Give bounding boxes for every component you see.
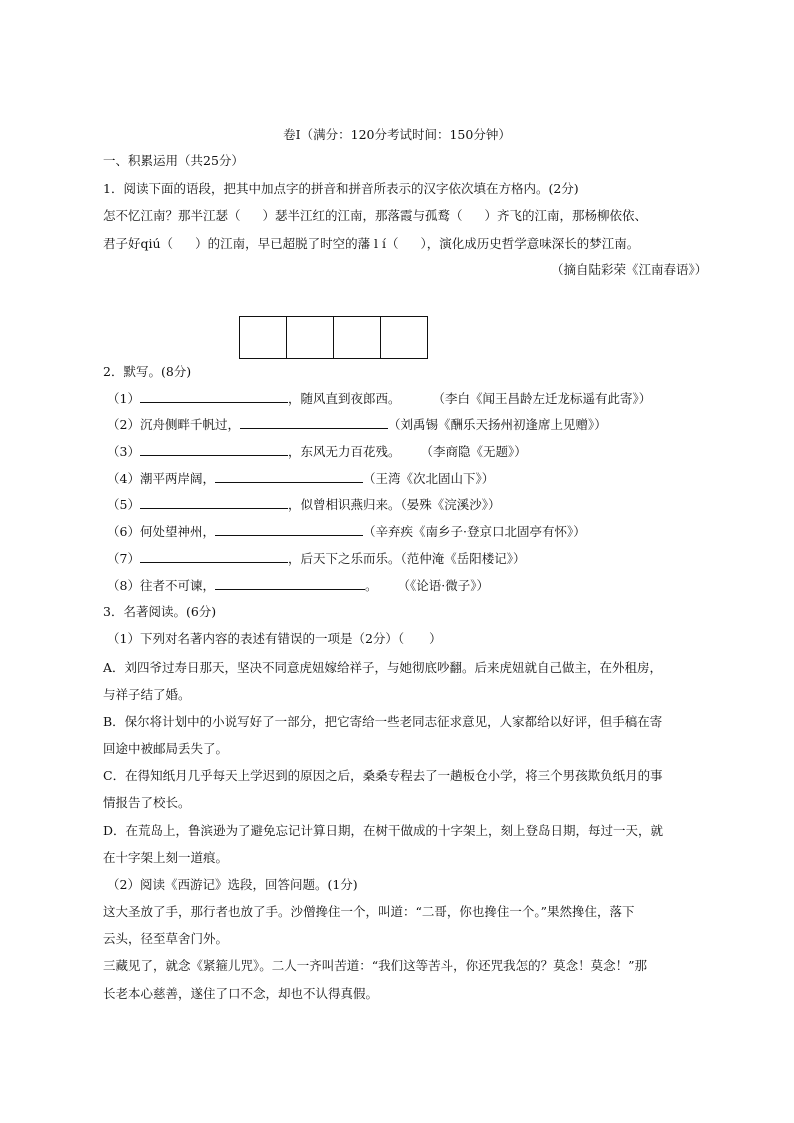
item-text: ，似曾相识燕归来。 [287,497,401,512]
item-number: （6） [107,524,140,539]
q2-item-7 [107,550,525,567]
item-source: （王湾《次北固山下》） [362,471,495,486]
item-text: ，后天下之乐而乐。 [287,551,401,566]
item-source: （《论语·微子》） [397,578,489,593]
fill-blank[interactable] [140,443,288,456]
exam-title: 卷Ⅰ（满分：120分考试时间：150分钟） [283,127,511,142]
item-number: （3） [107,444,140,459]
fill-blank[interactable] [140,390,288,403]
q2-item-6 [107,523,586,540]
item-source: （晏殊《浣溪沙》） [400,497,501,512]
q2-item-8 [107,577,489,594]
item-number: （2） [107,417,140,432]
passage-p1-line1: 这大圣放了手，那行者也放了手。沙僧搀住一个，叫道：“二哥，你也搀住一个。”果然搀住，落下 [103,904,635,919]
passage-p1-line2: 云头，径至草舍门外。 [103,931,229,946]
item-source: （李白《闻王昌龄左迁龙标遥有此寄》） [432,391,652,406]
q1-prompt: 1．阅读下面的语段，把其中加点字的拼音和拼音所表示的汉字依次填在方格内。(2分) [103,181,579,196]
q1-text: ）齐飞的江南，那杨柳依依、 [484,208,648,223]
passage-p2-line2: 长老本心慈善，遂住了口不念，却也不认得真假。 [103,986,379,1001]
item-text: ，东风无力百花残。 [287,444,401,459]
q2-item-1 [107,390,651,407]
q1-text: 君子好qiú（ [103,236,174,251]
option-d-line2: 在十字架上刻一道痕。 [103,850,229,865]
answer-boxes [239,316,428,359]
q1-passage-line1 [103,208,647,224]
item-source: （李商隐《无题》） [420,444,527,459]
q1-source: （摘自陆彩荣《江南春语》） [551,262,708,277]
item-number: （4） [107,471,140,486]
item-source: （刘禹锡《酬乐天扬州初逢席上见赠》） [387,417,607,432]
passage-p2-line1: 三藏见了，就念《紧箍儿咒》。二人一齐叫苦道：“我们这等苦斗，你还咒我怎的？莫念！莫念！”那 [103,958,648,973]
item-source: （辛弃疾《南乡子·登京口北固亭有怀》） [362,524,586,539]
item-number: （7） [107,551,140,566]
fill-blank[interactable] [215,523,363,536]
q1-text: ）的江南，早已超脱了时空的藩 l í（ [195,236,399,251]
q1-text: ）瑟半江红的江南，那落霞与孤鹜（ [262,208,463,223]
q3-prompt: 3．名著阅读。(6分) [103,604,217,619]
q1-text: ），演化成历史哲学意味深长的梦江南。 [420,236,640,251]
fill-blank[interactable] [140,550,288,563]
item-text: 。 [364,578,378,593]
item-text: 沉舟侧畔千帆过， [139,417,240,432]
section-heading: 一、积累运用（共25分） [103,153,244,168]
q1-passage-line2 [103,236,639,252]
q2-item-3 [107,443,527,460]
q2-item-2 [107,416,607,433]
item-text: 何处望神州， [139,524,215,539]
option-c-line1: C．在得知纸月几乎每天上学迟到的原因之后，桑桑专程去了一趟板仓小学，将三个男孩欺负纸月的事 [103,768,663,783]
option-c-line2: 情报告了校长。 [103,795,191,810]
fill-blank[interactable] [215,470,363,483]
item-number: （1） [107,391,140,406]
fill-blank[interactable] [215,577,365,590]
q3-sub2: （2）阅读《西游记》选段，回答问题。(1分) [107,877,358,892]
item-number: （8） [107,578,140,593]
item-source: （范仲淹《岳阳楼记》） [400,551,526,566]
item-text: 潮平两岸阔， [139,471,215,486]
q2-item-5 [107,496,500,513]
answer-box[interactable] [286,316,334,359]
option-a-line1: A．刘四爷过寿日那天，坚决不同意虎妞嫁给祥子，与她彻底吵翻。后来虎妞就自己做主，在外租房， [103,660,663,675]
option-a-line2: 与祥子结了婚。 [103,687,191,702]
item-text: 往者不可谏， [139,578,215,593]
answer-box[interactable] [380,316,428,359]
item-text: ，随风直到夜郎西。 [287,391,401,406]
option-b-line2: 回途中被邮局丢失了。 [103,741,229,756]
q3-sub1: （1）下列对名著内容的表述有错误的一项是（2分）（ ） [107,631,442,646]
q2-item-4 [107,470,494,487]
q1-text: 怎不忆江南？那半江瑟（ [103,208,241,223]
item-number: （5） [107,497,140,512]
fill-blank[interactable] [240,416,388,429]
option-d-line1: D．在荒岛上，鲁滨逊为了避免忘记计算日期，在树干做成的十字架上，刻上登岛日期，每过一天，就 [103,823,664,838]
fill-blank[interactable] [140,496,288,509]
answer-box[interactable] [333,316,381,359]
q2-prompt: 2．默写。(8分) [103,364,192,379]
answer-box[interactable] [239,316,287,359]
option-b-line1: B．保尔将计划中的小说写好了一部分，把它寄给一些老同志征求意见，人家都给以好评，但手稿在寄 [103,714,663,729]
